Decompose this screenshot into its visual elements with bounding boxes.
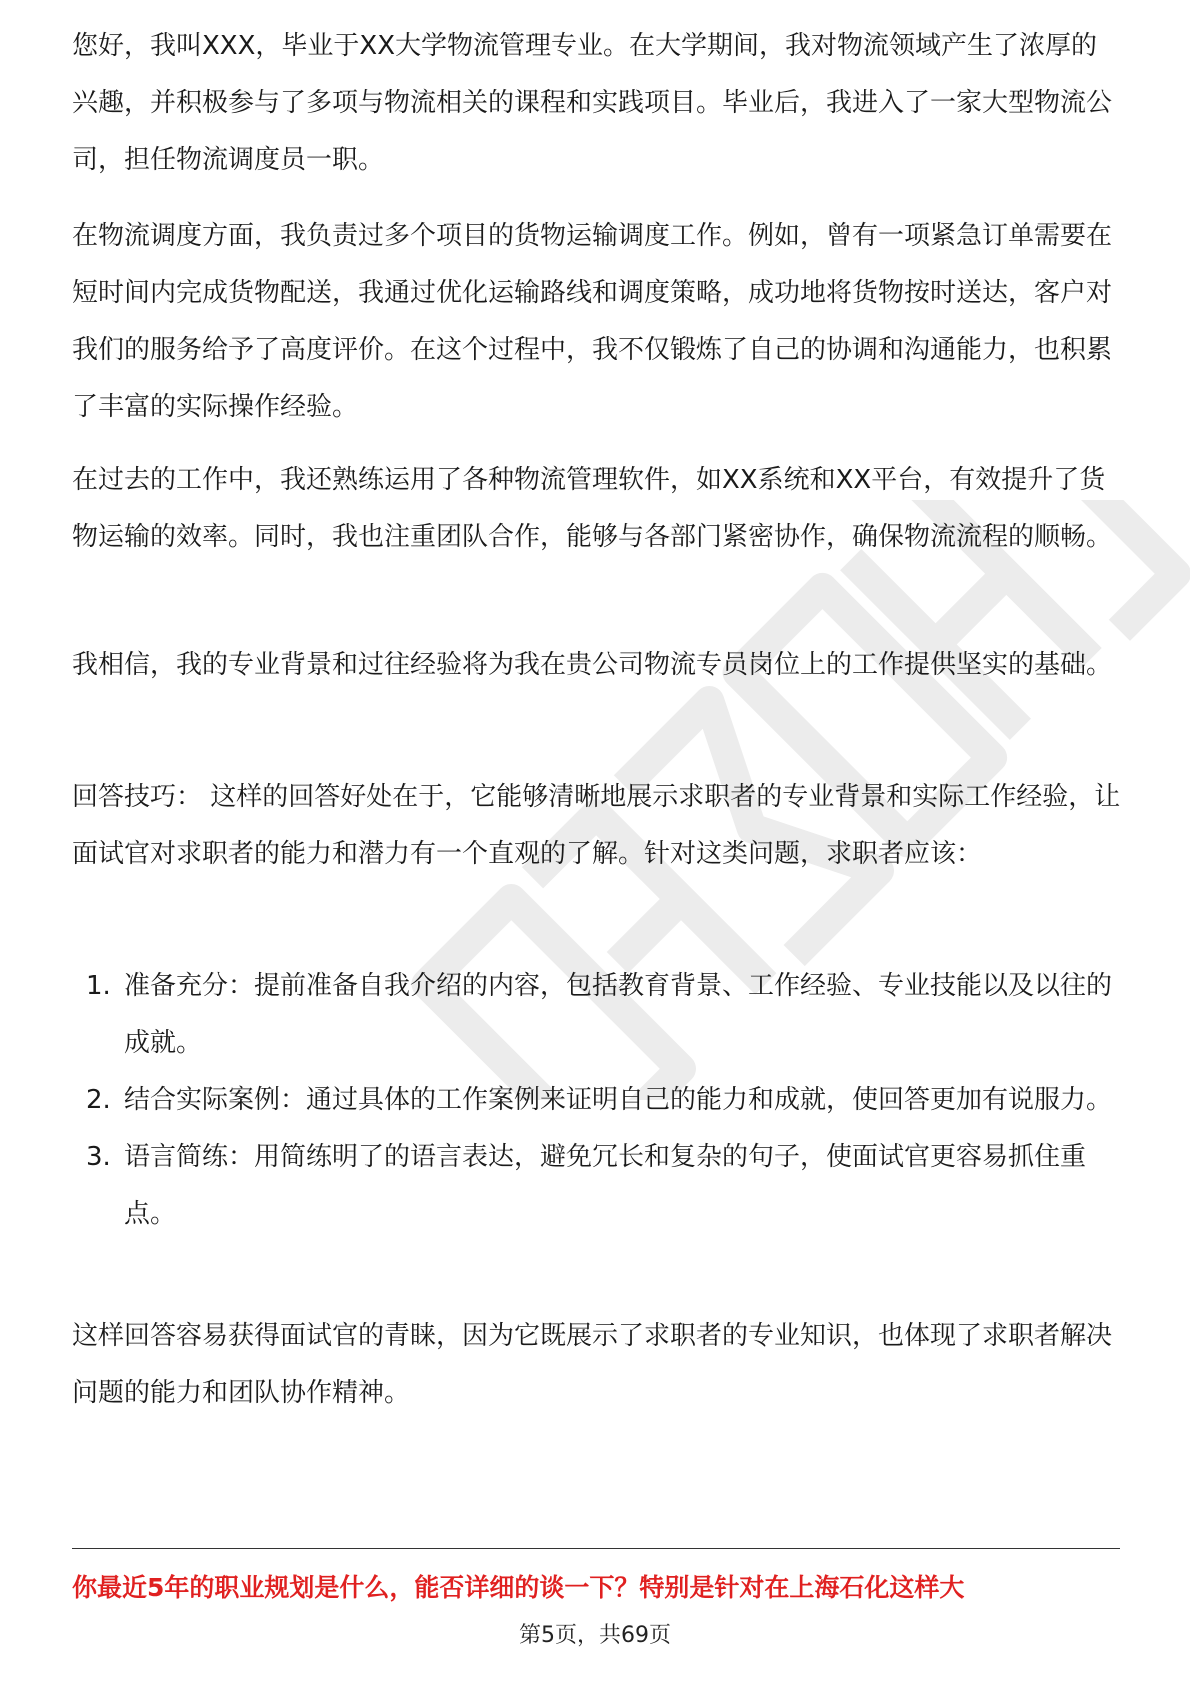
list-item-text: 结合实际案例：通过具体的工作案例来证明自己的能力和成就，使回答更加有说服力。 [124, 1085, 1113, 1115]
tips-list [72, 958, 1122, 1243]
list-item-text: 准备充分：提前准备自我介绍的内容，包括教育背景、工作经验、专业技能以及以往的成就。 [124, 971, 1113, 1058]
paragraph-software-skills: 在过去的工作中，我还熟练运用了各种物流管理软件，如XX系统和XX平台，有效提升了货物运输的效率。同时，我也注重团队合作，能够与各部门紧密协作，确保物流流程的顺畅。 [72, 465, 1113, 552]
paragraph-conclusion: 我相信，我的专业背景和过往经验将为我在贵公司物流专员岗位上的工作提供坚实的基础。 [72, 650, 1113, 680]
paragraph-answer-tips: 回答技巧： 这样的回答好处在于，它能够清晰地展示求职者的专业背景和实际工作经验，让面试官对求职者的能力和潜力有一个直观的了解。针对这类问题，求职者应该： [72, 782, 1121, 869]
list-item [72, 958, 1122, 1072]
next-question-heading: 你最近5年的职业规划是什么，能否详细的谈一下？特别是针对在上海石化这样大 [72, 1573, 965, 1602]
paragraph-dispatch-experience: 在物流调度方面，我负责过多个项目的货物运输调度工作。例如，曾有一项紧急订单需要在短时间内完成货物配送，我通过优化运输路线和调度策略，成功地将货物按时送达，客户对我们的服务给予了高度评价。在这个过程中，我不仅锻炼了自己的协调和沟通能力，也积累了丰富的实际操作经验。 [72, 221, 1113, 422]
page-number: 第5页，共69页 [519, 1623, 671, 1648]
paragraph-closing: 这样回答容易获得面试官的青睐，因为它既展示了求职者的专业知识，也体现了求职者解决问题的能力和团队协作精神。 [72, 1321, 1113, 1408]
divider [72, 1548, 1120, 1549]
list-item [72, 1072, 1122, 1129]
paragraph-intro: 您好，我叫XXX，毕业于XX大学物流管理专业。在大学期间，我对物流领域产生了浓厚的兴趣，并积极参与了多项与物流相关的课程和实践项目。毕业后，我进入了一家大型物流公司，担任物流调度员一职。 [72, 31, 1113, 175]
list-item-number: 1. [86, 971, 111, 1001]
list-item-number: 3. [86, 1142, 111, 1172]
list-item-number: 2. [86, 1085, 111, 1115]
list-item [72, 1129, 1122, 1243]
list-item-text: 语言简练：用简练明了的语言表达，避免冗长和复杂的句子，使面试官更容易抓住重点。 [124, 1142, 1087, 1229]
